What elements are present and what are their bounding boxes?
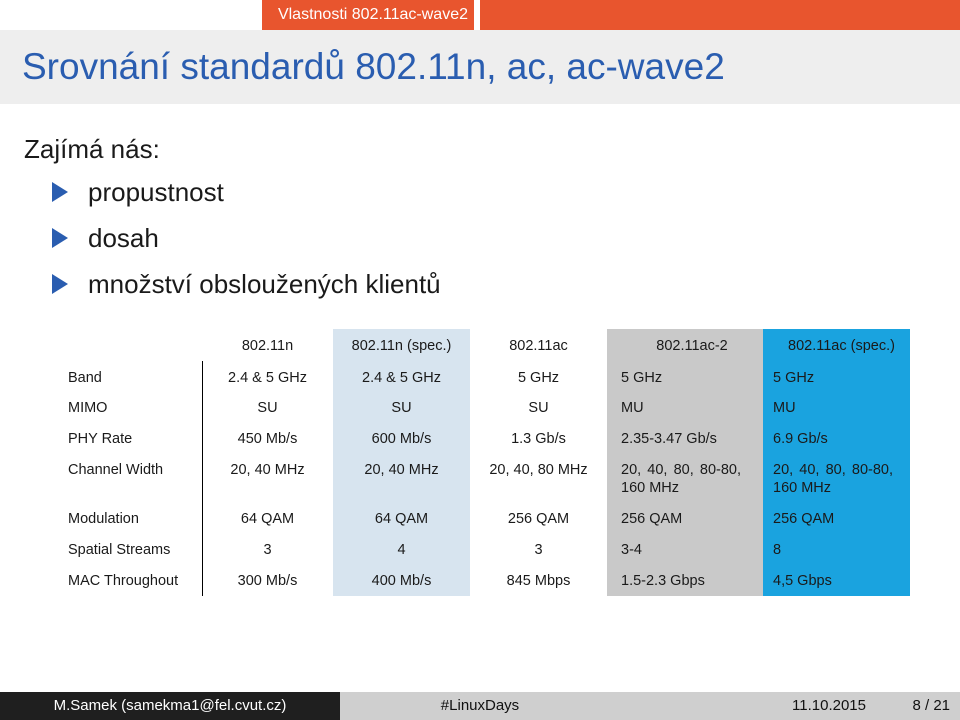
- table-row-label: [60, 422, 202, 453]
- cell-text: [68, 329, 202, 337]
- bullet-text: propustnost: [88, 177, 224, 207]
- table-header-cell: [202, 329, 333, 361]
- bullet-text: dosah: [88, 223, 159, 253]
- cell-text: 3: [534, 542, 543, 558]
- cell-text: Channel Width: [68, 462, 164, 478]
- table-cell: [763, 391, 910, 422]
- cell-text: 802.11n (spec.): [351, 338, 452, 354]
- table-row-label: [60, 564, 202, 596]
- table-row-label: [60, 533, 202, 564]
- cell-text: 20, 40 MHz: [230, 462, 305, 478]
- footer-date: 11.10.2015: [792, 697, 866, 714]
- cell-text: Spatial Streams: [68, 542, 171, 558]
- cell-text: 20, 40, 80, 80-80, 160 MHz: [621, 462, 741, 496]
- cell-text: 300 Mb/s: [237, 573, 298, 589]
- table-cell: [470, 564, 607, 596]
- footer-page: 8 / 21: [912, 697, 950, 714]
- table-cell: [763, 422, 910, 453]
- top-bar-right: [480, 0, 960, 30]
- bullet-item: [52, 218, 441, 264]
- bullet-arrow-icon: [52, 274, 68, 294]
- table-cell: [333, 391, 470, 422]
- cell-text: 5 GHz: [517, 370, 560, 386]
- table-cell: [607, 422, 763, 453]
- table-header-cell: [60, 329, 202, 361]
- cell-text: 3: [263, 542, 272, 558]
- table-row: [60, 502, 910, 533]
- table-cell: [333, 533, 470, 564]
- cell-text: 4,5 Gbps: [773, 573, 832, 589]
- cell-text: 2.4 & 5 GHz: [228, 370, 307, 386]
- table-cell: [333, 361, 470, 391]
- table-cell: [470, 502, 607, 533]
- cell-text: 1.3 Gb/s: [511, 431, 566, 447]
- cell-text: 8: [773, 542, 782, 558]
- table-header-cell: [333, 329, 470, 361]
- cell-text: 4: [397, 542, 406, 558]
- table-row: [60, 564, 910, 596]
- table-row: [60, 422, 910, 453]
- cell-text: PHY Rate: [68, 431, 133, 447]
- top-bar: [0, 0, 960, 30]
- table-row-label: [60, 453, 202, 502]
- cell-text: MU: [621, 400, 644, 416]
- table-cell: [333, 564, 470, 596]
- table-cell: [763, 564, 910, 596]
- table-cell: [607, 391, 763, 422]
- table-row-label: [60, 361, 202, 391]
- cell-text: 802.11n: [241, 338, 294, 354]
- table-cell: [470, 391, 607, 422]
- table-header-row: [60, 329, 910, 361]
- section-label: Vlastnosti 802.11ac-wave2: [262, 0, 474, 30]
- table-separator: [202, 361, 203, 596]
- table-cell: [333, 502, 470, 533]
- table-row: [60, 533, 910, 564]
- page-title: Srovnání standardů 802.11n, ac, ac-wave2: [22, 46, 725, 87]
- table-cell: [763, 533, 910, 564]
- cell-text: 5 GHz: [773, 370, 815, 386]
- bullet-arrow-icon: [52, 182, 68, 202]
- intro-text: Zajímá nás:: [24, 134, 160, 164]
- bullet-item: [52, 264, 441, 310]
- footer-author: M.Samek (samekma1@fel.cvut.cz): [53, 697, 287, 714]
- table-cell: [470, 422, 607, 453]
- table-cell: [202, 502, 333, 533]
- cell-text: MIMO: [68, 400, 108, 416]
- table-cell: [470, 361, 607, 391]
- cell-text: 20, 40, 80 MHz: [489, 462, 588, 478]
- table-header-cell: [607, 329, 763, 361]
- table-cell: [202, 453, 333, 502]
- table-row: [60, 361, 910, 391]
- footer: [0, 692, 960, 720]
- cell-text: 2.4 & 5 GHz: [362, 370, 441, 386]
- table-cell: [607, 453, 763, 502]
- cell-text: 256 QAM: [773, 511, 835, 527]
- cell-text: SU: [528, 400, 549, 416]
- table-cell: [470, 533, 607, 564]
- table-row: [60, 453, 910, 502]
- cell-text: Modulation: [68, 511, 139, 527]
- cell-text: 256 QAM: [621, 511, 683, 527]
- cell-text: MAC Throughout: [68, 573, 179, 589]
- table-cell: [607, 533, 763, 564]
- cell-text: 600 Mb/s: [371, 431, 432, 447]
- table-row: [60, 391, 910, 422]
- cell-text: 400 Mb/s: [371, 573, 432, 589]
- cell-text: SU: [257, 400, 278, 416]
- table-header-cell: [763, 329, 910, 361]
- cell-text: 450 Mb/s: [237, 431, 298, 447]
- cell-text: 6.9 Gb/s: [773, 431, 828, 447]
- bullet-arrow-icon: [52, 228, 68, 248]
- cell-text: MU: [773, 400, 796, 416]
- cell-text: 845 Mbps: [506, 573, 571, 589]
- table-cell: [607, 564, 763, 596]
- cell-text: 20, 40 MHz: [364, 462, 439, 478]
- cell-text: 64 QAM: [240, 511, 295, 527]
- table-cell: [763, 361, 910, 391]
- cell-text: SU: [391, 400, 412, 416]
- table-cell: [333, 422, 470, 453]
- table-header-cell: [470, 329, 607, 361]
- table-row-label: [60, 502, 202, 533]
- table-cell: [470, 453, 607, 502]
- cell-text: 1.5-2.3 Gbps: [621, 573, 705, 589]
- table-cell: [333, 453, 470, 502]
- table-cell: [607, 361, 763, 391]
- cell-text: 2.35-3.47 Gb/s: [621, 431, 717, 447]
- table-row-label: [60, 391, 202, 422]
- table-cell: [202, 391, 333, 422]
- cell-text: 802.11ac (spec.): [788, 338, 895, 354]
- footer-event: #LinuxDays: [440, 697, 520, 714]
- cell-text: 3-4: [621, 542, 642, 558]
- cell-text: 802.11ac-2: [656, 338, 728, 354]
- cell-text: Band: [68, 370, 102, 386]
- cell-text: 256 QAM: [507, 511, 570, 527]
- cell-text: 20, 40, 80, 80-80, 160 MHz: [773, 462, 893, 496]
- table-cell: [607, 502, 763, 533]
- bullet-list: [52, 172, 441, 310]
- table-cell: [202, 533, 333, 564]
- bullet-item: [52, 172, 441, 218]
- table-cell: [202, 564, 333, 596]
- cell-text: 5 GHz: [621, 370, 663, 386]
- table-cell: [202, 422, 333, 453]
- cell-text: 802.11ac: [509, 338, 568, 354]
- table-cell: [202, 361, 333, 391]
- bullet-text: množství obsloužených klientů: [88, 269, 441, 299]
- table-cell: [763, 453, 910, 502]
- cell-text: 64 QAM: [374, 511, 429, 527]
- table-cell: [763, 502, 910, 533]
